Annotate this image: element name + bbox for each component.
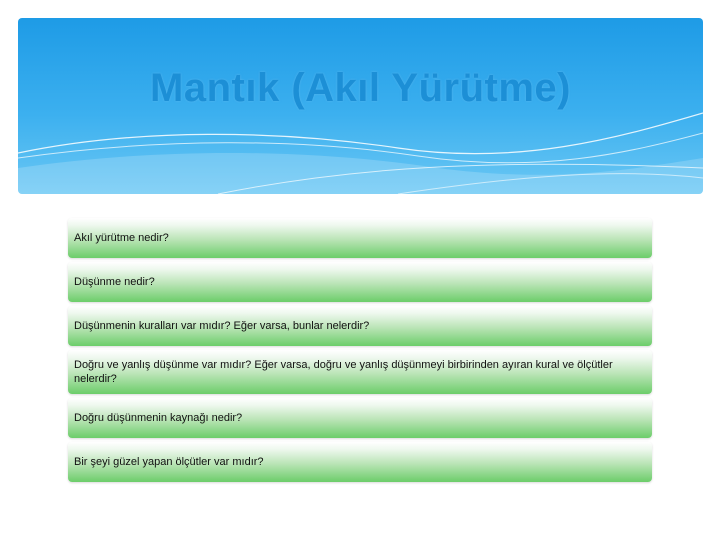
list-item (68, 398, 652, 438)
list-item-text: Doğru düşünmenin kaynağı nedir? (74, 412, 243, 424)
list-item-text: Doğru ve yanlış düşünme var mıdır? Eğer varsa, doğru ve yanlış düşünmeyi birbirinden ayıran kural ve ölçütler nelerdir? (74, 359, 613, 385)
page-title: Mantık (Akıl Yürütme) (150, 66, 571, 110)
list-item-text: Düşünme nedir? (74, 276, 155, 288)
list-item (68, 306, 652, 346)
list-item (68, 262, 652, 302)
question-list (68, 218, 652, 486)
list-item-text: Akıl yürütme nedir? (74, 232, 169, 244)
list-item-text: Düşünmenin kuralları var mıdır? Eğer varsa, bunlar nelerdir? (74, 320, 370, 332)
list-item-text: Bir şeyi güzel yapan ölçütler var mıdır? (74, 456, 264, 468)
list-item (68, 442, 652, 482)
list-item (68, 350, 652, 394)
title-banner (18, 18, 703, 194)
list-item (68, 218, 652, 258)
